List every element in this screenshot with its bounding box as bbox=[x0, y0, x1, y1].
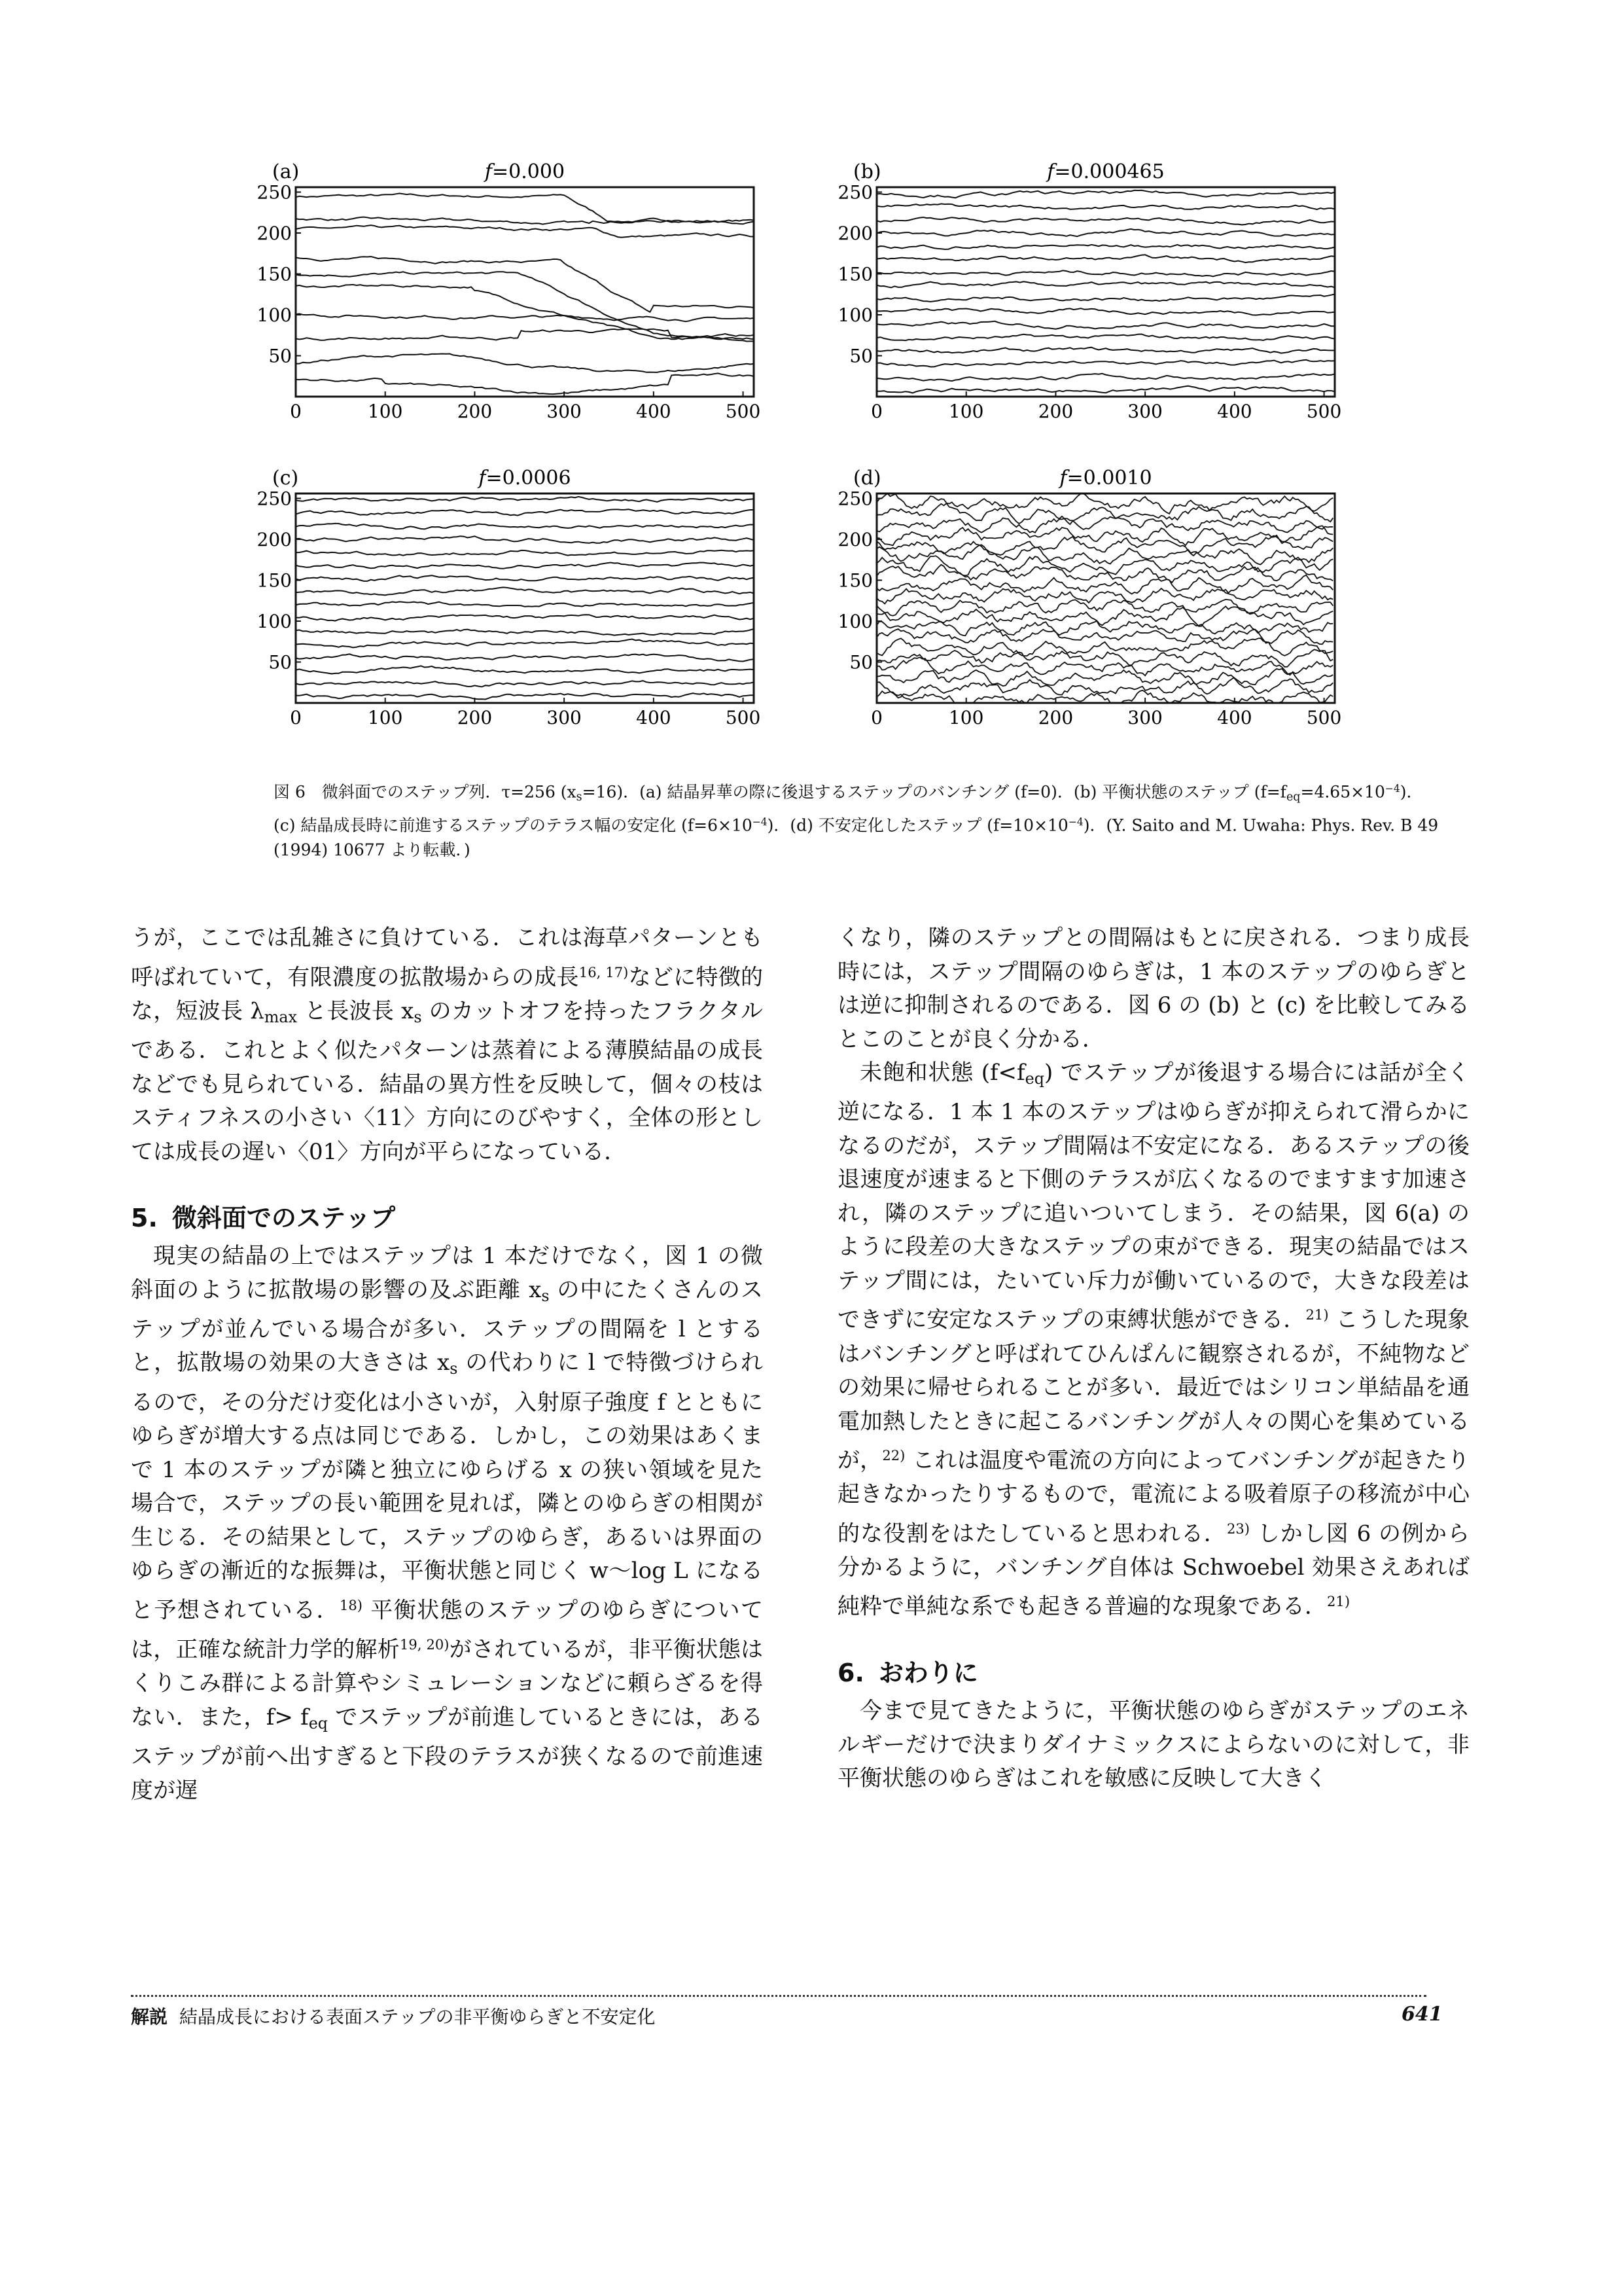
figure-panel-d bbox=[830, 456, 1353, 737]
x-tick-label: 400 bbox=[636, 707, 671, 728]
x-tick-label: 500 bbox=[725, 707, 761, 728]
section-heading-6: 6. おわりに bbox=[838, 1659, 978, 1688]
y-tick-label: 250 bbox=[256, 181, 292, 204]
step-plot-d bbox=[830, 456, 1353, 737]
panel-title: f=0.0010 bbox=[1059, 467, 1152, 490]
y-tick-label: 50 bbox=[268, 345, 292, 367]
step-lines bbox=[296, 497, 754, 700]
y-tick-label: 100 bbox=[256, 611, 292, 632]
x-tick-label: 100 bbox=[948, 707, 984, 728]
x-tick-label: 0 bbox=[871, 707, 883, 728]
y-tick-label: 100 bbox=[838, 304, 873, 326]
paragraph-conclusion: 今まで見てきたように，平衡状態のゆらぎがステップのエネルギーだけで決まりダイナミックスによらないのに対して，非平衡状態のゆらぎはこれを敏感に反映して大きく bbox=[838, 1698, 1470, 1792]
y-tick-label: 150 bbox=[256, 263, 292, 285]
step-plot-c bbox=[249, 456, 772, 737]
x-tick-label: 500 bbox=[1306, 401, 1342, 422]
y-tick-label: 50 bbox=[849, 651, 873, 673]
x-tick-label: 300 bbox=[546, 401, 582, 422]
x-tick-label: 0 bbox=[290, 707, 302, 728]
x-tick-label: 400 bbox=[636, 401, 671, 422]
panel-label: (c) bbox=[272, 467, 299, 490]
x-tick-label: 200 bbox=[457, 401, 493, 422]
x-tick-label: 100 bbox=[367, 707, 403, 728]
x-tick-label: 0 bbox=[290, 401, 302, 422]
y-tick-label: 200 bbox=[256, 529, 292, 550]
x-tick-label: 500 bbox=[1306, 707, 1342, 728]
y-tick-label: 250 bbox=[256, 488, 292, 510]
y-tick-label: 200 bbox=[838, 529, 873, 550]
figure-caption: 図 6 微斜面でのステップ列．τ=256 $(x_s=16)$．(a) 結晶昇華の際に後退するステップのバンチング (f=0)．(b) 平衡状態のステップ $(f=f_{eq}=4.65\times 10^{-4})$． (c) 結晶成長時に前進するステップのテラス幅の安定化 $(f=6\times 10^{-4})$．(d) 不安定化したステップ $(f=10\times 10^{-4})$．(Y. Saito and M. Uwaha: Phys. Rev. B 49 (1994) 10677 より転載．) bbox=[274, 782, 1439, 860]
y-tick-label: 250 bbox=[838, 488, 873, 510]
section-heading-5: 5. 微斜面でのステップ bbox=[131, 1204, 396, 1233]
x-tick-label: 0 bbox=[871, 401, 883, 422]
panel-label: (d) bbox=[853, 467, 881, 490]
step-plot-a bbox=[249, 149, 772, 431]
step-lines bbox=[877, 493, 1333, 703]
y-tick-label: 150 bbox=[838, 263, 873, 285]
panel-label: (b) bbox=[853, 160, 881, 183]
x-tick-label: 200 bbox=[457, 707, 493, 728]
y-tick-label: 50 bbox=[849, 345, 873, 367]
x-tick-label: 200 bbox=[1038, 707, 1074, 728]
paragraph-bunching: 未飽和状態 $(f<f_{eq})$ でステップが後退する場合には話が全く逆になる．1 本 1 本のステップはゆらぎが抑えられて滑らかになるのだが，ステップ間隔は不安定になる．あるステップの後退速度が速まると下側のテラスが広くなるのでますます加速され，隣のステップに追いついてしまう．その結果，図 6(a) のように段差の大きなステップの束ができる．現実の結晶ではステップ間には，たいてい斥力が働いているので，大きな段差はできずに安定なステップの束縛状態ができる．$^{21)}$ こうした現象はバンチングと呼ばれてひんぱんに観察されるが，不純物などの効果に帰せられることが多い．最近ではシリコン単結晶を通電加熱したときに起こるバンチングが人々の関心を集めているが，$^{22)}$ これは温度や電流の方向によってバンチングが起きたり起きなかったりするもので，電流による吸着原子の移流が中心的な役割をはたしていると思われる．$^{23)}$ しかし図 6 の例から分かるように，バンチング自体は Schwoebel 効果さえあれば純粋で単純な系でも起きる普遍的な現象である．$^{21)}$ bbox=[838, 1060, 1470, 1620]
panel-title: f=0.000465 bbox=[1047, 160, 1165, 183]
left-column bbox=[131, 922, 763, 1808]
paragraph-seaweed: うが，ここでは乱雑さに負けている．これは海草パターンとも呼ばれていて，有限濃度の拡散場からの成長$^{16, 17)}$などに特徴的な，短波長 $\lambda_{max}$ と長波長 $x_s$ のカットオフを持ったフラクタルである．これとよく似たパターンは蒸着による薄膜結晶の成長などでも見られている．結晶の異方性を反映して，個々の枝はスティフネスの小さい〈11〉方向にのびやすく，全体の形としては成長の遅い〈01〉方向が平らになっている． bbox=[131, 925, 763, 1165]
panel-title: f=0.000 bbox=[484, 160, 565, 183]
x-tick-label: 200 bbox=[1038, 401, 1074, 422]
x-tick-label: 500 bbox=[725, 401, 761, 422]
x-tick-label: 400 bbox=[1217, 401, 1252, 422]
panel-label: (a) bbox=[272, 160, 300, 183]
y-tick-label: 200 bbox=[256, 223, 292, 244]
step-lines bbox=[877, 190, 1335, 393]
figure-panel-c bbox=[249, 456, 772, 737]
paragraph-growth: くなり，隣のステップとの間隔はもとに戻される．つまり成長時には，ステップ間隔のゆらぎは，1 本のステップのゆらぎとは逆に抑制されるのである．図 6 の (b) と (c) を比較してみるとこのことが良く分かる． bbox=[838, 925, 1470, 1052]
footer-rule bbox=[131, 1995, 1426, 1997]
panel-title: f=0.0006 bbox=[478, 467, 571, 490]
x-tick-label: 400 bbox=[1217, 707, 1252, 728]
plot-frame bbox=[296, 187, 754, 397]
y-tick-label: 150 bbox=[838, 569, 873, 592]
x-tick-label: 300 bbox=[546, 707, 582, 728]
paragraph-vicinal: 現実の結晶の上ではステップは 1 本だけでなく，図 1 の微斜面のように拡散場の影響の及ぶ距離 $x_s$ の中にたくさんのステップが並んでいる場合が多い．ステップの間隔を l とすると，拡散場の効果の大きさは $x_s$ の代わりに l で特徴づけられるので，その分だけ変化は小さいが，入射原子強度 f とともにゆらぎが増大する点は同じである．しかし，この効果はあくまで 1 本のステップが隣と独立にゆらげる x の狭い領域を見た場合で，ステップの長い範囲を見れば，隣とのゆらぎの相関が生じる．その結果として，ステップのゆらぎ，あるいは界面のゆらぎの漸近的な振舞は，平衡状態と同じく w〜log L になると予想されている．$^{18)}$ 平衡状態のステップのゆらぎについては，正確な統計力学的解析$^{19, 20)}$がされているが，非平衡状態はくりこみ群による計算やシミュレーションなどに頼らざるを得ない．また，$f> f_{eq}$ でステップが前進しているときには，あるステップが前へ出すぎると下段のテラスが狭くなるので前進速度が遅 bbox=[131, 1243, 763, 1804]
figure-panel-a bbox=[249, 149, 772, 431]
step-plot-b bbox=[830, 149, 1353, 431]
running-footer: 解説 結晶成長における表面ステップの非平衡ゆらぎと不安定化 bbox=[131, 2006, 656, 2028]
y-tick-label: 100 bbox=[838, 611, 873, 632]
x-tick-label: 300 bbox=[1127, 401, 1163, 422]
step-lines bbox=[296, 194, 754, 395]
y-tick-label: 100 bbox=[256, 304, 292, 326]
x-tick-label: 100 bbox=[948, 401, 984, 422]
y-tick-label: 200 bbox=[838, 223, 873, 244]
figure-panel-b bbox=[830, 149, 1353, 431]
x-tick-label: 100 bbox=[367, 401, 403, 422]
y-tick-label: 250 bbox=[838, 181, 873, 204]
x-tick-label: 300 bbox=[1127, 707, 1163, 728]
page-number: 641 bbox=[1402, 2003, 1443, 2026]
y-tick-label: 150 bbox=[256, 569, 292, 592]
right-column bbox=[838, 922, 1470, 1796]
y-tick-label: 50 bbox=[268, 651, 292, 673]
